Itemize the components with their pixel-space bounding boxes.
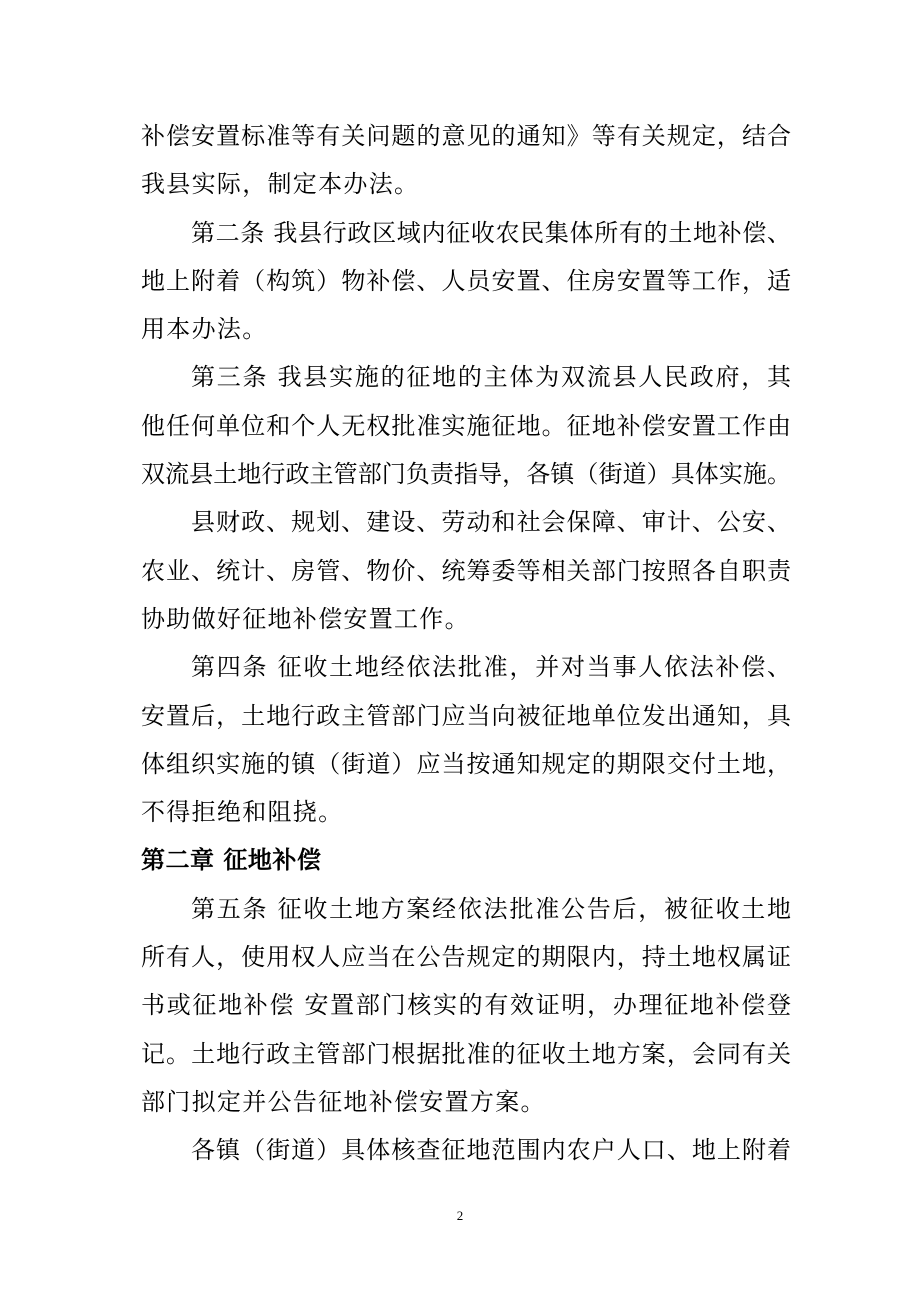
text-line: 第二条 我县行政区域内征收农民集体所有的土地补偿、: [191, 218, 791, 247]
text-line: 我县实际，制定本办法。: [141, 170, 420, 199]
text-line: 安置后，土地行政主管部门应当向被征地单位发出通知，具: [141, 701, 791, 730]
text-line: 体组织实施的镇（街道）应当按通知规定的期限交付土地，: [141, 749, 791, 778]
text-line: 书或征地补偿 安置部门核实的有效证明，办理征地补偿登: [141, 991, 791, 1020]
chapter-heading: 第二章 征地补偿: [141, 846, 322, 875]
text-line: 补偿安置标准等有关问题的意见的通知》等有关规定，结合: [141, 122, 791, 150]
text-line: 记。土地行政主管部门根据批准的征收土地方案，会同有关: [141, 1039, 791, 1068]
text-line: 各镇（街道）具体核查征地范围内农户人口、地上附着: [191, 1136, 791, 1165]
document-body: [141, 112, 791, 1175]
text-line: 第四条 征收土地经依法批准，并对当事人依法补偿、: [191, 653, 791, 682]
text-line: 所有人，使用权人应当在公告规定的期限内，持土地权属证: [141, 943, 791, 972]
text-line: 第三条 我县实施的征地的主体为双流县人民政府，其: [191, 363, 791, 392]
text-line: 县财政、规划、建设、劳动和社会保障、审计、公安、: [191, 508, 791, 537]
text-line: 双流县土地行政主管部门负责指导，各镇（街道）具体实施。: [141, 460, 791, 489]
text-line: 不得拒绝和阻挠。: [141, 798, 344, 827]
page-number: 2: [456, 1208, 464, 1223]
text-line: 部门拟定并公告征地补偿安置方案。: [141, 1087, 546, 1116]
text-line: 协助做好征地补偿安置工作。: [141, 604, 470, 633]
text-line: 农业、统计、房管、物价、统筹委等相关部门按照各自职责: [141, 556, 791, 585]
text-line: 他任何单位和个人无权批准实施征地。征地补偿安置工作由: [141, 411, 791, 440]
text-line: 用本办法。: [141, 315, 268, 344]
text-line: 地上附着（构筑）物补偿、人员安置、住房安置等工作，适: [141, 266, 791, 295]
text-line: 第五条 征收土地方案经依法批准公告后，被征收土地: [191, 894, 791, 923]
